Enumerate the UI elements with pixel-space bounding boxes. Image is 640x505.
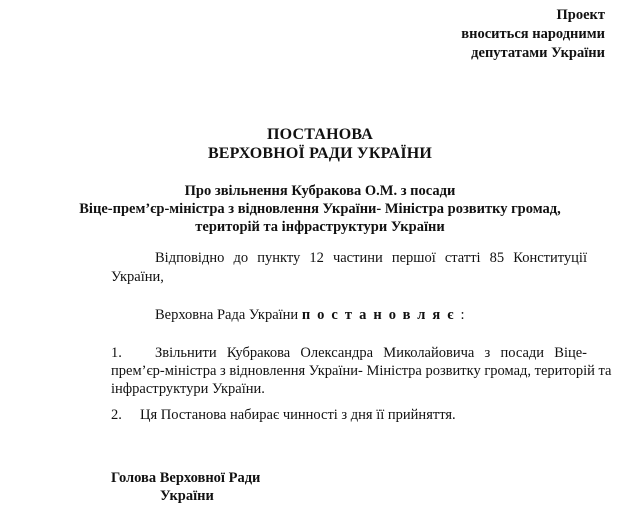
subject-line: територій та інфраструктури України	[195, 219, 445, 235]
item-text-line: інфраструктури України.	[111, 381, 265, 397]
draft-submitter-line: депутатами України	[471, 45, 605, 61]
resolve-tail: :	[460, 307, 465, 323]
preamble-line: України,	[111, 269, 164, 285]
signature-title: України	[160, 488, 214, 504]
item-number: 1.	[111, 345, 122, 361]
document-title: ПОСТАНОВА	[267, 126, 373, 143]
preamble-line: Відповідно до пункту 12 частини першої статті 85 Конституції	[155, 250, 587, 266]
item-text-line: Звільнити Кубракова Олександра Миколайовича з посади Віце-	[155, 345, 587, 361]
document-subtitle: ВЕРХОВНОЇ РАДИ УКРАЇНИ	[207, 145, 433, 162]
item-number: 2.	[111, 407, 122, 423]
item-text-line: прем’єр-міністра з відновлення України- Міністра розвитку громад, територій та	[111, 363, 612, 379]
signature-title: Голова Верховної Ради	[111, 470, 261, 486]
draft-label: Проект	[556, 7, 605, 23]
resolve-lead: Верховна Рада України	[155, 307, 302, 323]
resolve-keyword: постановляє	[301, 307, 461, 323]
resolve-clause	[155, 306, 465, 324]
item-text-line: Ця Постанова набирає чинності з дня її прийняття.	[140, 407, 456, 423]
draft-submitter-line: вноситься народними	[461, 26, 605, 42]
subject-line: Віце-прем’єр-міністра з відновлення України- Міністра розвитку громад,	[79, 201, 561, 217]
subject-line: Про звільнення Кубракова О.М. з посади	[184, 183, 456, 199]
